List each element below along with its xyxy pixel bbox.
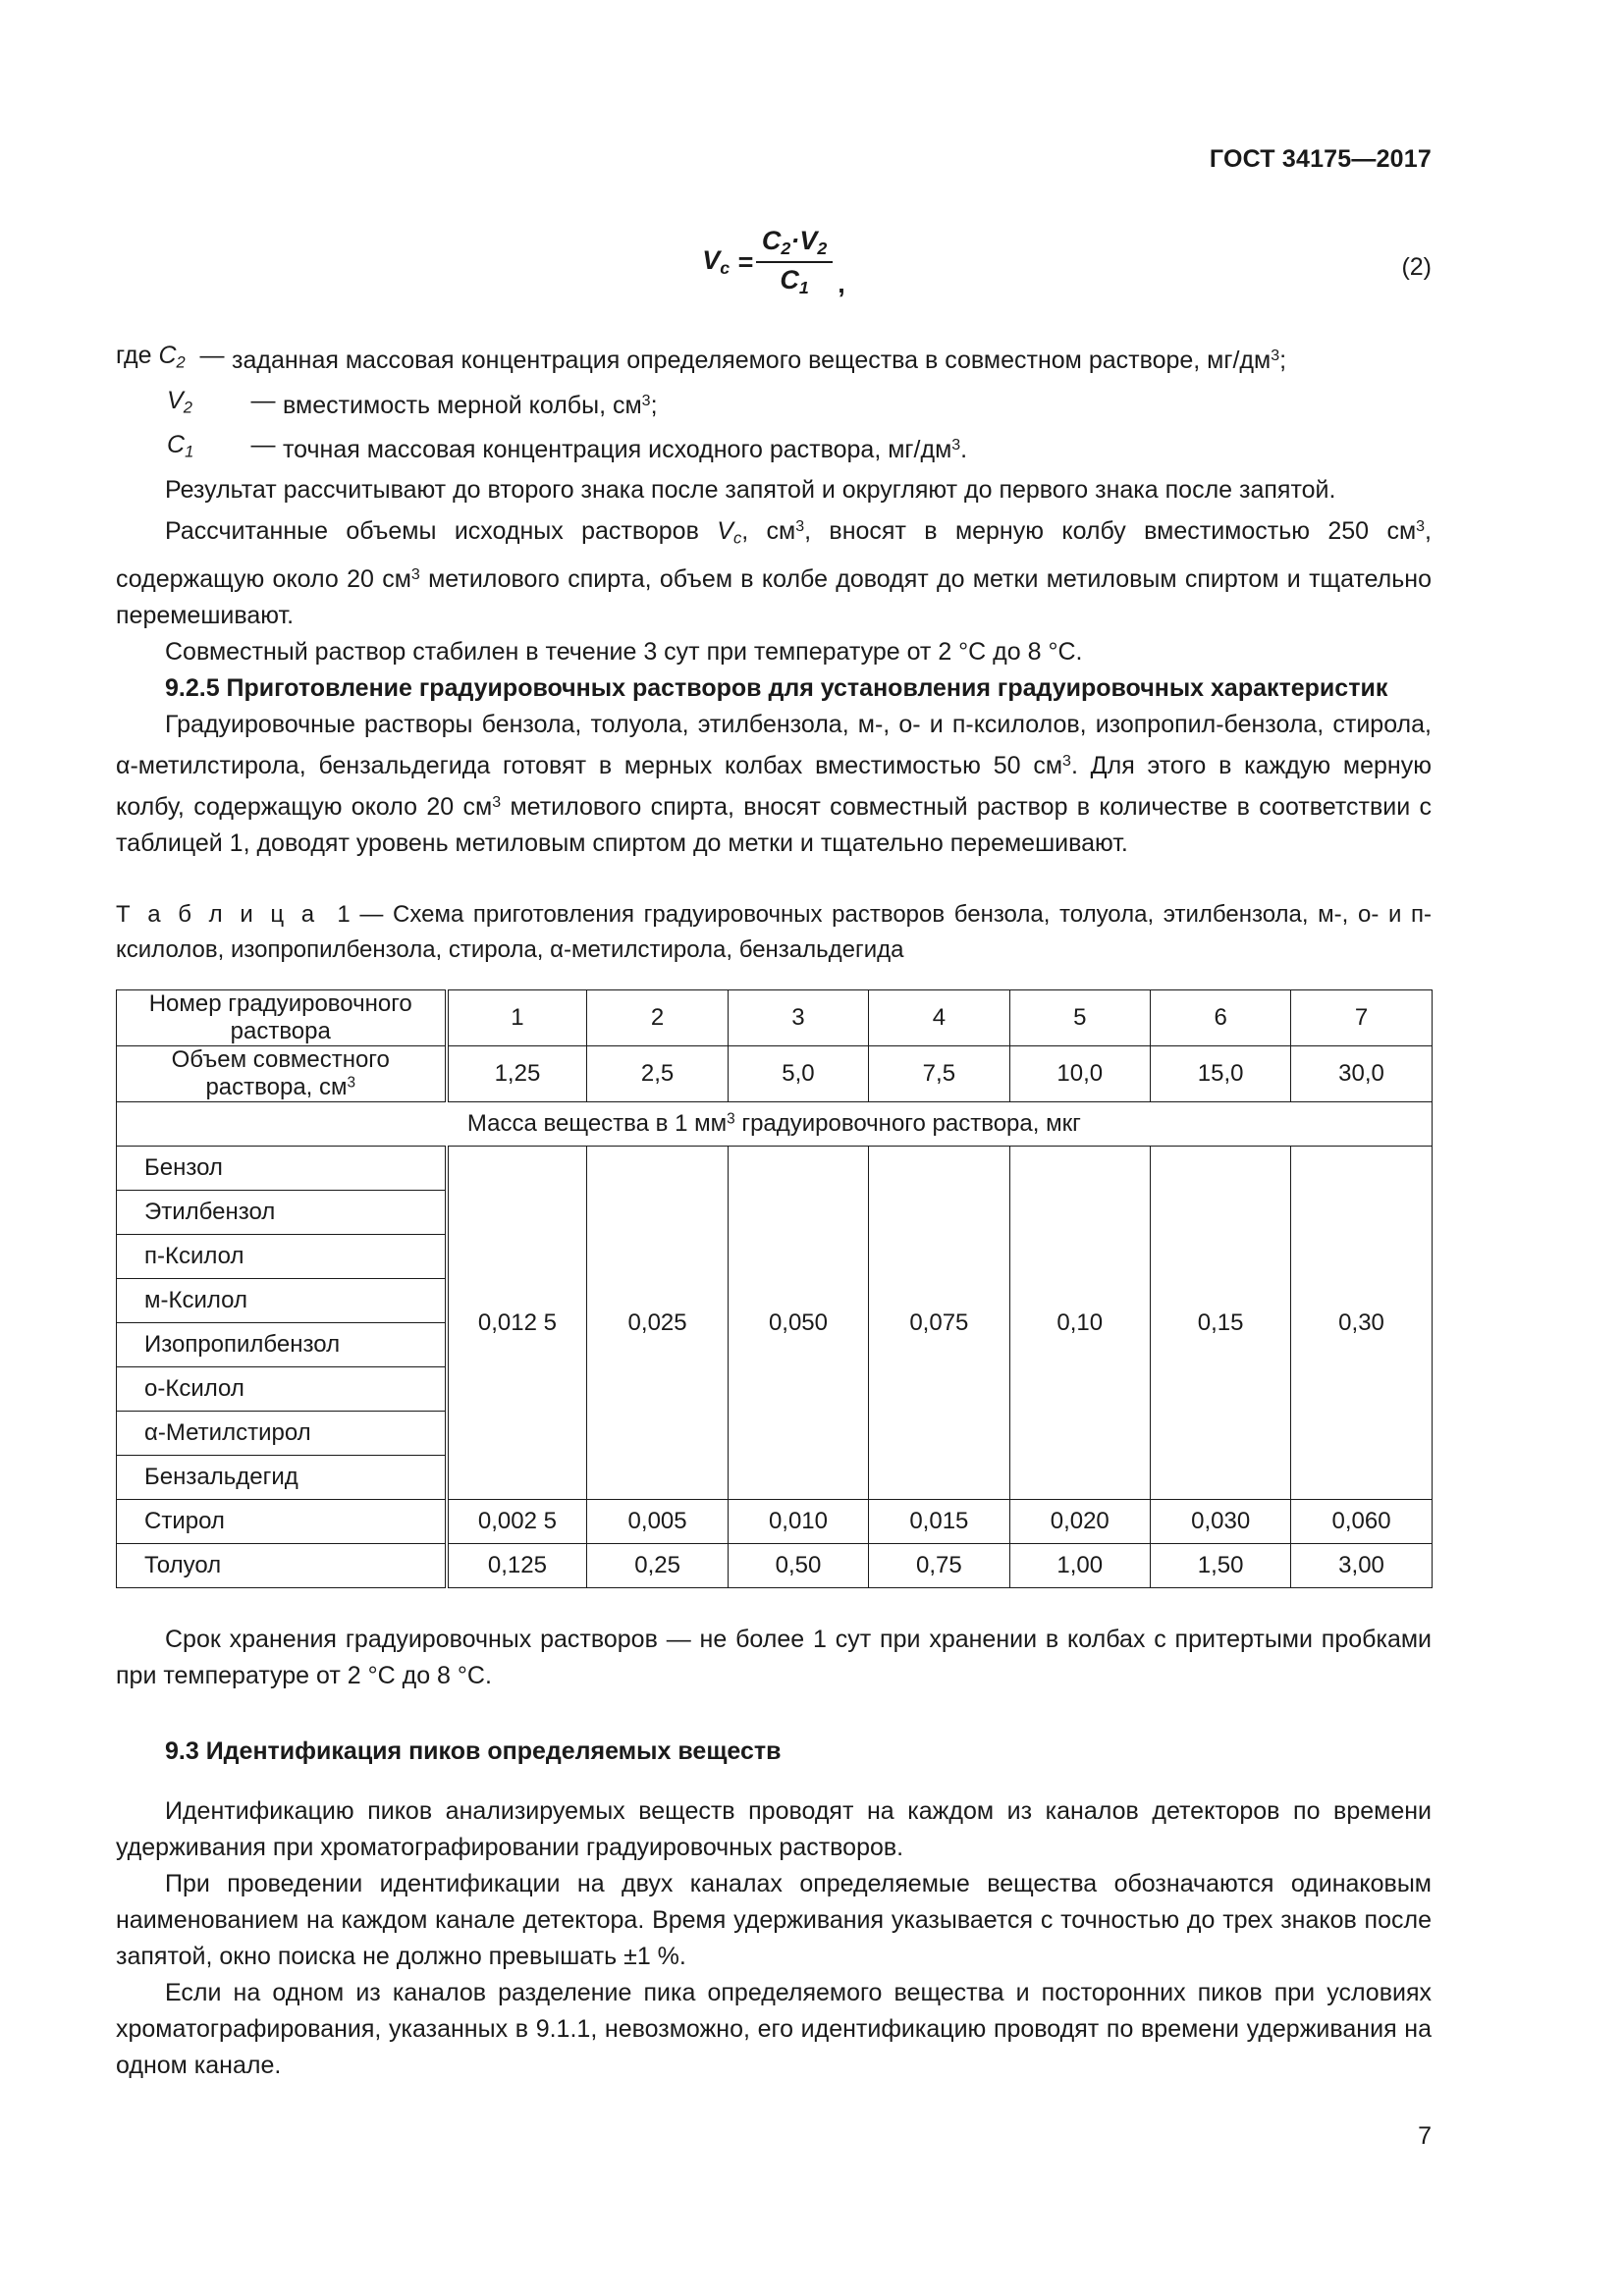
where-dash: —: [250, 431, 276, 459]
heading-9-3: 9.3 Идентификация пиков определяемых веществ: [165, 1737, 782, 1766]
paragraph-storage: Срок хранения градуировочных растворов — не более 1 сут при хранении в колбах с притертыми пробками при температуре от 2 °C до 8 °C.: [116, 1626, 1432, 1690]
cell-volume-4: 7,5: [869, 1046, 1009, 1102]
standard-header: ГОСТ 34175—2017: [1209, 145, 1432, 173]
table-row-section-header: [117, 1102, 1433, 1147]
where-dash: —: [199, 342, 225, 369]
cell-volume-1: 1,25: [447, 1046, 587, 1102]
cell-toluene-7: 3,00: [1291, 1544, 1432, 1588]
cell-solution-number-2: 2: [587, 990, 728, 1046]
table-row-volume: [117, 1046, 1433, 1102]
cell-toluene-1: 0,125: [447, 1544, 587, 1588]
cell-styrene-2: 0,005: [587, 1500, 728, 1544]
cell-merged-value-6: 0,15: [1150, 1147, 1290, 1500]
cell-compound-label: Бензальдегид: [117, 1456, 447, 1500]
calibration-solutions-table: [116, 989, 1433, 1588]
cell-toluene-6: 1,50: [1150, 1544, 1290, 1588]
paragraph-identification-3: Если на одном из каналов разделение пика определяемого вещества и посторонних пиков при условиях хроматографирования, указанных в 9.1.1, невозможно, его идентификацию проводят по времени удерживания на одном канале.: [116, 1979, 1432, 2080]
cell-compound-label: Изопропилбензол: [117, 1323, 447, 1367]
where-item: [116, 338, 1432, 382]
cell-merged-value-7: 0,30: [1291, 1147, 1432, 1500]
cell-compound-label: Стирол: [117, 1500, 447, 1544]
cell-merged-value-2: 0,025: [587, 1147, 728, 1500]
where-symbol: где $C_2$: [116, 342, 186, 372]
cell-solution-number-5: 5: [1009, 990, 1150, 1046]
cell-toluene-2: 0,25: [587, 1544, 728, 1588]
formula-comma: ,: [838, 268, 845, 298]
cell-volume-5: 10,0: [1009, 1046, 1150, 1102]
paragraph-stability: Совместный раствор стабилен в течение 3 сут при температуре от 2 °C до 8 °C.: [165, 638, 1083, 667]
table-caption-dash: —: [359, 901, 384, 929]
cell-toluene-4: 0,75: [869, 1544, 1009, 1588]
cell-compound-label: Толуол: [117, 1544, 447, 1588]
formula-denominator: $C_1$: [780, 264, 809, 297]
table-caption-number: 1: [337, 901, 351, 929]
table-row: [117, 1147, 1433, 1191]
paragraph-result-rounding: Результат рассчитывают до второго знака после запятой и округляют до первого знака после запятой.: [165, 475, 1336, 504]
cell-volume-3: 5,0: [728, 1046, 868, 1102]
where-definitions: [116, 338, 1432, 471]
cell-compound-label: α-Метилстирол: [117, 1412, 447, 1456]
cell-solution-number-6: 6: [1150, 990, 1290, 1046]
where-symbol: $V_2$: [167, 386, 192, 417]
cell-solution-number-label: Номер градуировочного раствора: [117, 990, 447, 1046]
formula-block: [116, 228, 1432, 322]
table-caption: [116, 897, 1432, 968]
cell-volume-2: 2,5: [587, 1046, 728, 1102]
cell-compound-label: п-Ксилол: [117, 1235, 447, 1279]
paragraph-calibration-prep: Градуировочные растворы бензола, толуола, этилбензола, м-, о- и п-ксилолов, изопропил-бензола, стирола, α-метилстирола, бензальдегида готовят в мерных колбах вместимостью 50 $см^3$. Для этого в каждую мерную колбу, содержащую около 20 $см^3$ метилового спирта, вносят совместный раствор в количестве в соответствии с таблицей 1, доводят уровень метиловым спиртом до метки и тщательно перемешивают.: [116, 711, 1432, 858]
page-content: [116, 0, 1432, 2084]
table-caption-name: Т а б л и ц а: [116, 901, 319, 929]
cell-styrene-3: 0,010: [728, 1500, 868, 1544]
cell-solution-number-4: 4: [869, 990, 1009, 1046]
cell-solution-number-7: 7: [1291, 990, 1432, 1046]
paragraph-volumes: Рассчитанные объемы исходных растворов $V_c$, $см^3$, вносят в мерную колбу вместимостью 250 $см^3$, содержащую около 20 $см^3$ метилового спирта, объем в колбе доводят до метки метиловым спиртом и тщательно перемешивают.: [116, 516, 1433, 630]
cell-merged-value-1: 0,012 5: [447, 1147, 587, 1500]
cell-volume-7: 30,0: [1291, 1046, 1432, 1102]
cell-styrene-6: 0,030: [1150, 1500, 1290, 1544]
formula-numerator: $C_2\cdot V_2$: [756, 228, 833, 263]
cell-section-header: Масса вещества в 1 $мм^3$ градуировочного раствора, мкг: [117, 1102, 1433, 1147]
cell-solution-number-1: 1: [447, 990, 587, 1046]
where-text: точная массовая концентрация исходного раствора, $мг/дм^3$.: [283, 436, 968, 464]
cell-styrene-5: 0,020: [1009, 1500, 1150, 1544]
table-row-styrene: [117, 1500, 1433, 1544]
formula-lhs: $V_c$: [702, 244, 731, 278]
cell-merged-value-3: 0,050: [728, 1147, 868, 1500]
cell-compound-label: м-Ксилол: [117, 1279, 447, 1323]
cell-merged-value-5: 0,10: [1009, 1147, 1150, 1500]
formula-expression: [116, 228, 1432, 297]
where-symbol: $C_1$: [167, 431, 194, 461]
paragraph-identification-1: Идентификацию пиков анализируемых веществ проводят на каждом из каналов детекторов по времени удерживания при хроматографировании градуировочных растворов.: [116, 1797, 1432, 1862]
cell-styrene-4: 0,015: [869, 1500, 1009, 1544]
paragraph-identification-2: При проведении идентификации на двух каналах определяемые вещества обозначаются одинаковым наименованием на каждом канале детектора. Время удерживания указывается с точностью до трех знаков после запятой, окно поиска не должно превышать ±1 %.: [116, 1870, 1432, 1971]
page-number: 7: [1418, 2122, 1432, 2150]
where-dash: —: [250, 386, 276, 414]
table-row-solution-number: [117, 990, 1433, 1046]
cell-toluene-5: 1,00: [1009, 1544, 1150, 1588]
cell-solution-number-3: 3: [728, 990, 868, 1046]
cell-toluene-3: 0,50: [728, 1544, 868, 1588]
where-text: вместимость мерной колбы, $см^3$;: [283, 391, 658, 419]
table-caption-text: Схема приготовления градуировочных растворов бензола, толуола, этилбензола, м-, о- и п-ксилолов, изопропилбензола, стирола, α-метилстирола, бензальдегида: [116, 901, 1433, 964]
cell-merged-value-4: 0,075: [869, 1147, 1009, 1500]
cell-styrene-1: 0,002 5: [447, 1500, 587, 1544]
where-item: [116, 427, 1432, 471]
formula-number: (2): [1401, 253, 1432, 281]
table-row-toluene: [117, 1544, 1433, 1588]
cell-compound-label: Этилбензол: [117, 1191, 447, 1235]
formula-equals: =: [737, 246, 753, 277]
cell-volume-6: 15,0: [1150, 1046, 1290, 1102]
cell-compound-label: Бензол: [117, 1147, 447, 1191]
cell-compound-label: о-Ксилол: [117, 1367, 447, 1412]
formula-fraction: [756, 228, 833, 297]
where-item: [116, 383, 1432, 427]
heading-9-2-5: 9.2.5 Приготовление градуировочных растворов для установления градуировочных характеристик: [165, 674, 1388, 703]
cell-volume-label: Объем совместного раствора, $см^3$: [117, 1046, 447, 1102]
cell-styrene-7: 0,060: [1291, 1500, 1432, 1544]
where-text: заданная массовая концентрация определяемого вещества в совместном растворе, $мг/дм^3$;: [232, 347, 1287, 374]
